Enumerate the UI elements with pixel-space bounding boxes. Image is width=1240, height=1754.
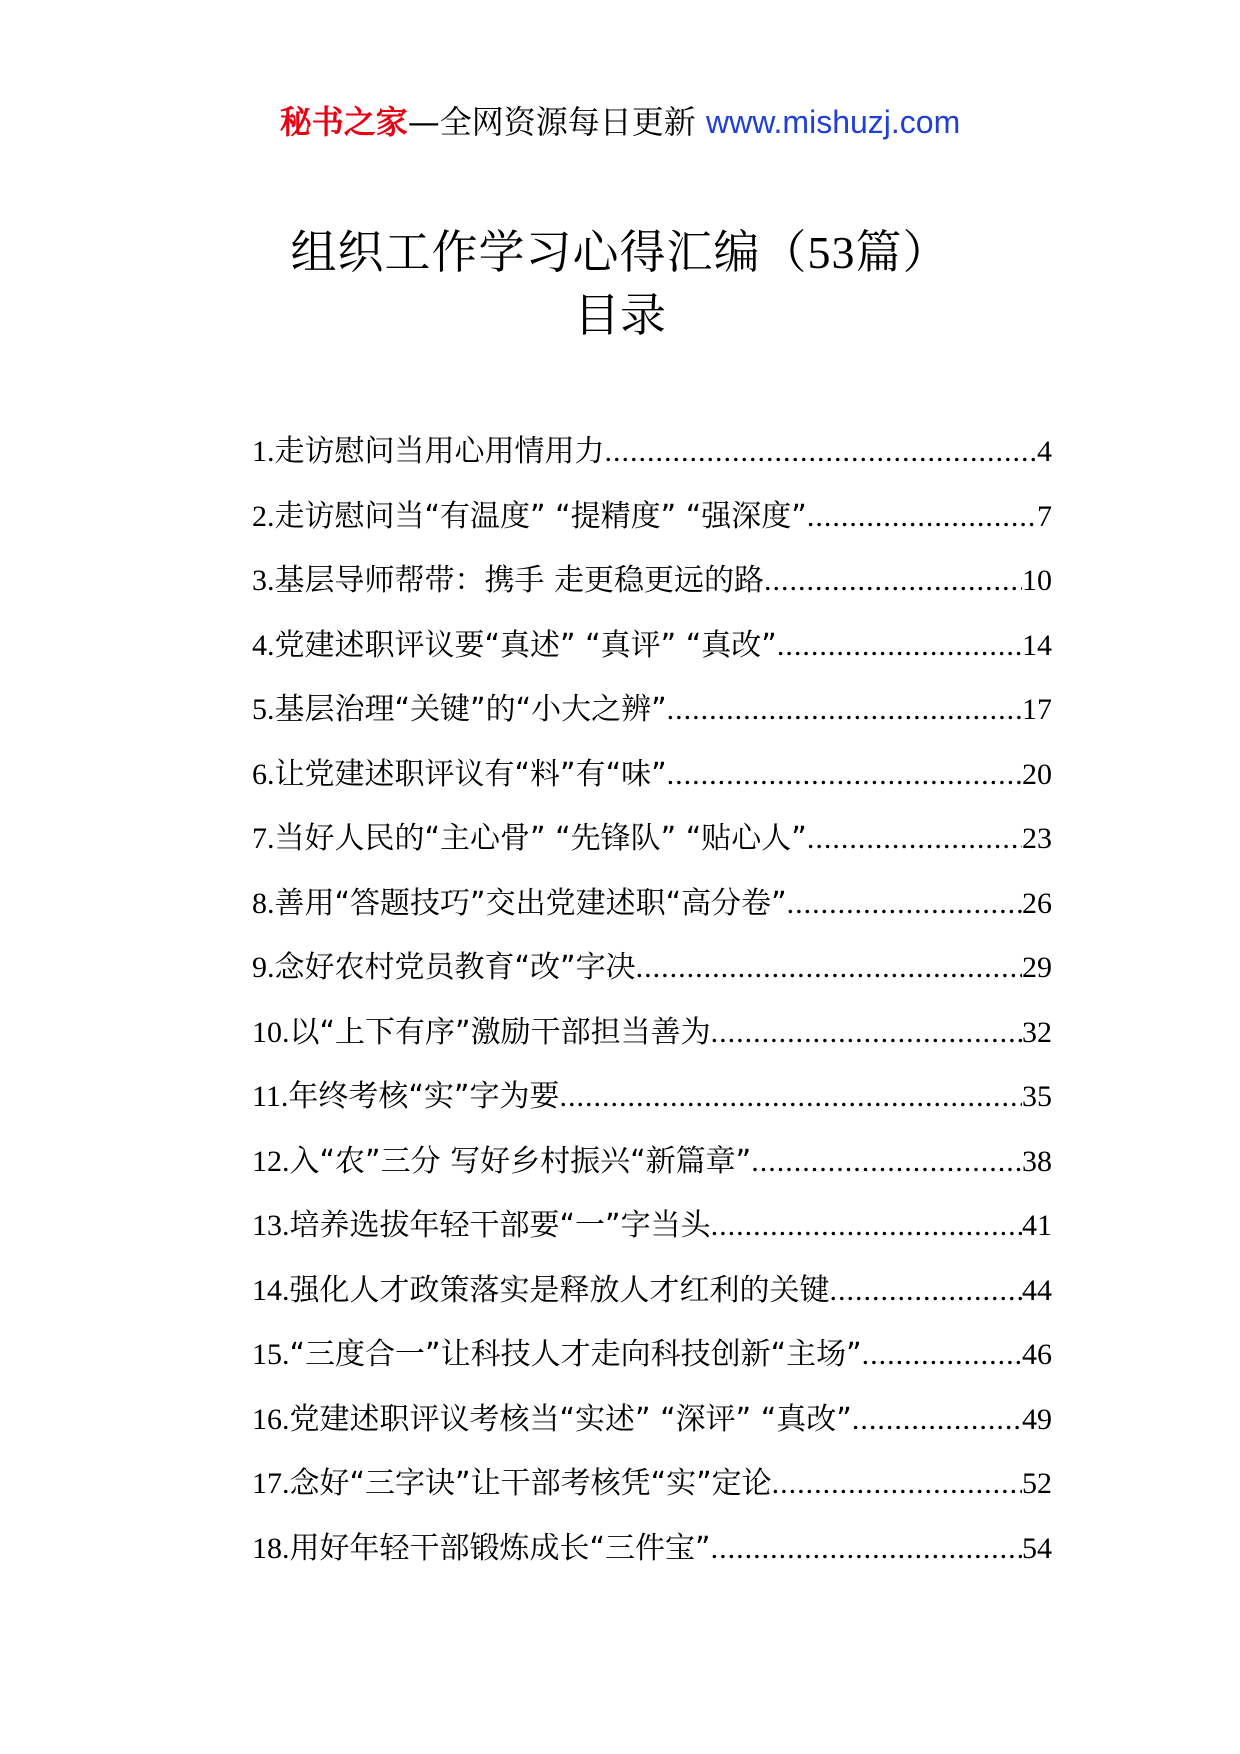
toc-entry-page: 41 bbox=[1022, 1209, 1052, 1242]
toc-entry[interactable] bbox=[252, 743, 1052, 808]
toc-entry[interactable] bbox=[252, 1194, 1052, 1259]
document-title bbox=[0, 222, 1240, 283]
toc-heading: 目录 bbox=[574, 288, 666, 342]
toc-entry-title: 入“农”三分 写好乡村振兴“新篇章” bbox=[289, 1143, 752, 1179]
toc-entry[interactable] bbox=[252, 936, 1052, 1001]
toc-leader-dots bbox=[605, 420, 1038, 485]
toc-entry-title: 以“上下有序”激励干部担当善为 bbox=[289, 1014, 711, 1050]
toc-leader-dots bbox=[807, 485, 1037, 550]
toc-entry[interactable] bbox=[252, 614, 1052, 679]
toc-leader-dots bbox=[667, 678, 1022, 743]
toc-leader-dots bbox=[559, 1065, 1022, 1130]
title-count: 53 bbox=[807, 227, 856, 278]
toc-entry-title: 基层治理“关键”的“小大之辨” bbox=[274, 692, 667, 727]
toc-leader-dots bbox=[862, 1323, 1022, 1388]
toc-entry-page: 54 bbox=[1022, 1531, 1052, 1565]
toc-entry[interactable] bbox=[252, 1452, 1052, 1517]
toc-entry-title: “三度合一”让科技人才走向科技创新“主场” bbox=[289, 1337, 862, 1372]
toc-entry-number: 5. bbox=[252, 693, 275, 726]
toc-entry-number: 6. bbox=[252, 757, 275, 791]
toc-entry-page: 49 bbox=[1022, 1402, 1052, 1436]
toc-entry-page: 26 bbox=[1022, 886, 1052, 920]
toc-entry-title: 年终考核“实”字为要 bbox=[288, 1079, 560, 1114]
toc-leader-dots bbox=[711, 1194, 1022, 1259]
title-suffix: 篇） bbox=[855, 225, 950, 279]
toc-leader-dots bbox=[751, 1130, 1022, 1195]
toc-leader-dots bbox=[772, 1452, 1022, 1517]
toc-entry-title: 强化人才政策落实是释放人才红利的关键 bbox=[289, 1272, 830, 1308]
toc-entry-title: 培养选拔年轻干部要“一”字当头 bbox=[289, 1208, 711, 1243]
toc-entry-page: 44 bbox=[1022, 1273, 1052, 1307]
toc-entry-page: 46 bbox=[1022, 1338, 1052, 1371]
toc-entry[interactable] bbox=[252, 1259, 1052, 1324]
toc-entry-number: 2. bbox=[252, 499, 275, 533]
toc-entry[interactable] bbox=[252, 1517, 1052, 1582]
toc-entry[interactable] bbox=[252, 420, 1052, 485]
toc-leader-dots bbox=[777, 614, 1022, 679]
toc-entry-title: 走访慰问当用心用情用力 bbox=[274, 434, 605, 469]
toc-entry-title: 走访慰问当“有温度” “提精度” “强深度” bbox=[274, 498, 807, 534]
toc-entry-number: 1. bbox=[252, 435, 275, 468]
toc-entry[interactable] bbox=[252, 485, 1052, 550]
toc-entry-number: 4. bbox=[252, 628, 275, 662]
toc-leader-dots bbox=[667, 743, 1022, 808]
toc-entry[interactable] bbox=[252, 1001, 1052, 1066]
toc-entry-page: 38 bbox=[1022, 1144, 1052, 1178]
toc-entry-page: 20 bbox=[1022, 757, 1052, 791]
toc-entry-page: 52 bbox=[1022, 1467, 1052, 1500]
toc-entry-page: 35 bbox=[1022, 1080, 1052, 1113]
toc-leader-dots bbox=[830, 1259, 1023, 1324]
toc-entry-number: 18. bbox=[252, 1531, 290, 1565]
toc-entry-number: 10. bbox=[252, 1015, 290, 1049]
toc-entry-number: 13. bbox=[252, 1209, 290, 1242]
toc-entry-number: 7. bbox=[252, 822, 275, 855]
toc-entry[interactable] bbox=[252, 1130, 1052, 1195]
toc-leader-dots bbox=[711, 1001, 1022, 1066]
toc-entry-page: 7 bbox=[1037, 499, 1052, 533]
toc-entry-number: 3. bbox=[252, 564, 275, 597]
toc-entry-page: 17 bbox=[1022, 693, 1052, 726]
toc-entry-number: 17. bbox=[252, 1467, 290, 1500]
toc-entry-number: 15. bbox=[252, 1338, 290, 1371]
brand-name: 秘书之家 bbox=[279, 103, 408, 141]
toc-entry-title: 当好人民的“主心骨” “先锋队” “贴心人” bbox=[274, 821, 807, 856]
toc-entry[interactable] bbox=[252, 549, 1052, 614]
toc-entry-number: 16. bbox=[252, 1402, 290, 1436]
toc-entry[interactable] bbox=[252, 678, 1052, 743]
table-of-contents bbox=[252, 420, 1052, 1581]
toc-entry-title: 用好年轻干部锻炼成长“三件宝” bbox=[289, 1530, 711, 1566]
toc-entry-number: 12. bbox=[252, 1144, 290, 1178]
toc-entry-number: 11. bbox=[252, 1080, 289, 1113]
banner-tagline: —全网资源每日更新 bbox=[407, 103, 706, 141]
toc-entry[interactable] bbox=[252, 872, 1052, 937]
toc-entry-title: 党建述职评议考核当“实述” “深评” “真改” bbox=[289, 1401, 852, 1437]
toc-leader-dots bbox=[852, 1388, 1022, 1453]
toc-leader-dots bbox=[636, 936, 1022, 1001]
toc-entry-page: 32 bbox=[1022, 1015, 1052, 1049]
toc-entry-page: 4 bbox=[1037, 435, 1052, 468]
toc-entry-title: 念好“三字诀”让干部考核凭“实”定论 bbox=[289, 1466, 772, 1501]
toc-entry[interactable] bbox=[252, 807, 1052, 872]
toc-entry-title: 党建述职评议要“真述” “真评” “真改” bbox=[274, 627, 777, 663]
toc-entry[interactable] bbox=[252, 1065, 1052, 1130]
toc-leader-dots bbox=[764, 549, 1022, 614]
toc-entry-title: 基层导师帮带：携手 走更稳更远的路 bbox=[274, 563, 765, 598]
toc-entry[interactable] bbox=[252, 1323, 1052, 1388]
toc-leader-dots bbox=[807, 807, 1022, 872]
toc-entry-number: 9. bbox=[252, 951, 275, 984]
toc-leader-dots bbox=[787, 872, 1022, 937]
toc-entry[interactable] bbox=[252, 1388, 1052, 1453]
site-banner bbox=[0, 100, 1240, 144]
toc-entry-page: 29 bbox=[1022, 951, 1052, 984]
toc-entry-number: 14. bbox=[252, 1273, 290, 1307]
site-url-link[interactable]: www.mishuzj.com bbox=[705, 104, 961, 140]
toc-entry-page: 10 bbox=[1022, 564, 1052, 597]
toc-entry-title: 念好农村党员教育“改”字决 bbox=[274, 950, 636, 985]
title-main: 组织工作学习心得汇编（ bbox=[290, 225, 808, 279]
toc-entry-title: 善用“答题技巧”交出党建述职“高分卷” bbox=[274, 885, 787, 921]
toc-entry-number: 8. bbox=[252, 886, 275, 920]
toc-entry-page: 14 bbox=[1022, 628, 1052, 662]
toc-leader-dots bbox=[711, 1517, 1022, 1582]
toc-entry-page: 23 bbox=[1022, 822, 1052, 855]
toc-entry-title: 让党建述职评议有“料”有“味” bbox=[274, 756, 667, 792]
